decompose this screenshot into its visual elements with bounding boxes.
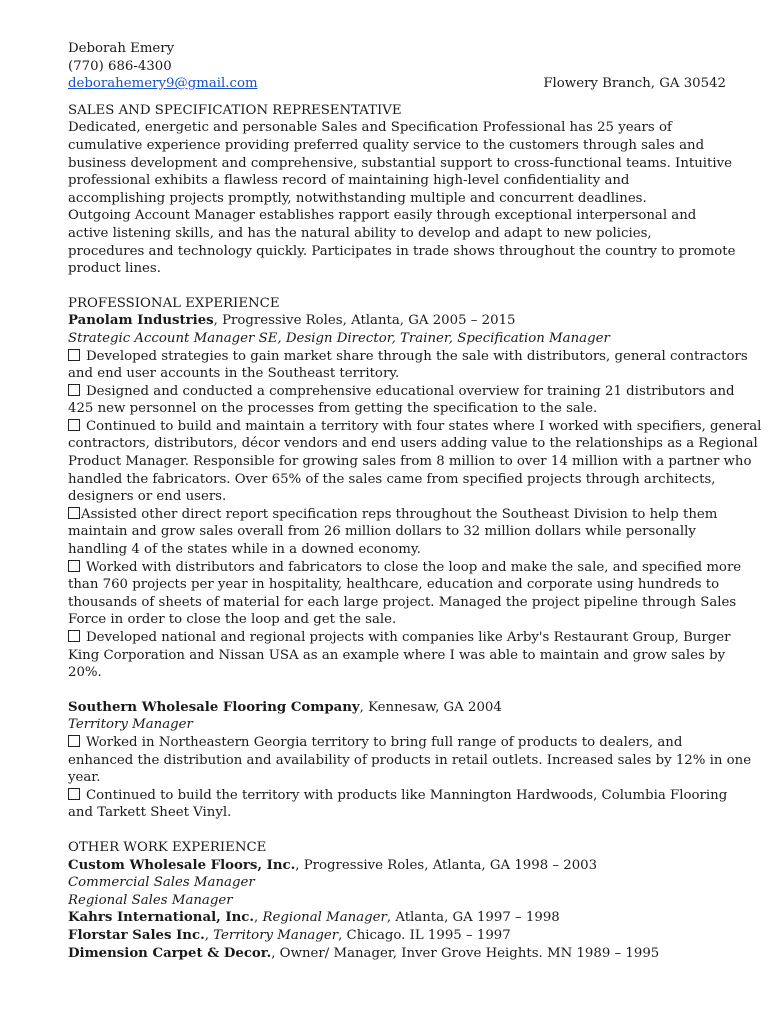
company-name: Dimension Carpet & Decor. xyxy=(68,945,272,961)
bullet-line: designers or end users. xyxy=(68,489,227,505)
bullet-text: Developed national and regional projects with companies like Arby's Restaurant Group, Burger xyxy=(86,630,731,645)
bullet-text: Continued to build the territory with products like Mannington Hardwoods, Columbia Flooring xyxy=(86,787,728,803)
job-details: , Atlanta, GA 1997 – 1998 xyxy=(386,910,560,926)
company-name: Custom Wholesale Floors, Inc. xyxy=(68,857,296,873)
bullet-line xyxy=(68,559,744,577)
bullet-line: enhanced the distribution and availability of products in retail outlets. Increased sales by 12% in one xyxy=(68,752,752,768)
checkbox-icon xyxy=(68,419,80,431)
bullet-line: Product Manager. Responsible for growing sales from 8 million to over 14 million with a partner who xyxy=(68,454,752,470)
bullet-text: Designed and conducted a comprehensive educational overview for training 21 distributors and xyxy=(86,383,735,399)
contact-location: Flowery Branch, GA 30542 xyxy=(543,76,726,92)
job-header xyxy=(68,927,744,945)
job-panolam xyxy=(68,312,762,681)
bullet-line: and Tarkett Sheet Vinyl. xyxy=(68,805,232,821)
bullet-line xyxy=(68,383,744,401)
company-name: Panolam Industries xyxy=(68,313,214,329)
bullet-line: Force in order to close the loop and get the sale. xyxy=(68,612,397,628)
bullet-line: than 760 projects per year in hospitality, healthcare, education and corporate using hundreds to xyxy=(68,577,720,593)
bullet-line: King Corporation and Nissan USA as an example where I was able to maintain and grow sales by xyxy=(68,647,726,663)
job-header xyxy=(68,945,744,963)
job-details: , Owner/ Manager, Inver Grove Heights. MN 1989 – 1995 xyxy=(271,945,660,961)
job-role: Territory Manager xyxy=(68,717,193,733)
summary-line: active listening skills, and has the natural ability to develop and adapt to new policies, xyxy=(68,225,652,241)
bullet-text: Continued to build and maintain a territory with four states where I worked with specifiers, general xyxy=(86,418,762,434)
job-header xyxy=(68,312,744,330)
other-heading: OTHER WORK EXPERIENCE xyxy=(68,839,267,855)
summary-heading: SALES AND SPECIFICATION REPRESENTATIVE xyxy=(68,102,402,118)
bullet-line xyxy=(68,348,748,366)
bullet-line xyxy=(68,629,744,647)
summary-paragraph xyxy=(68,119,744,277)
summary-line: accomplishing projects promptly, notwithstanding multiple and concurrent deadlines. xyxy=(68,190,647,206)
job-bullet xyxy=(68,348,748,383)
job-role: Strategic Account Manager SE, Design Director, Trainer, Specification Manager xyxy=(68,330,610,346)
summary-line: professional exhibits a flawless record of maintaining high-level confidentiality and xyxy=(68,173,630,189)
job-southern-wholesale xyxy=(68,699,752,822)
company-name: Southern Wholesale Flooring Company xyxy=(68,699,360,715)
job-header xyxy=(68,909,744,927)
job-details: , Progressive Roles, Atlanta, GA 2005 – 2015 xyxy=(213,313,516,329)
job-role: Regional Manager xyxy=(262,910,387,926)
bullet-line: year. xyxy=(68,770,101,786)
separator: , xyxy=(254,910,263,926)
job-bullet xyxy=(68,787,744,822)
job-bullet xyxy=(68,383,744,418)
experience-heading: PROFESSIONAL EXPERIENCE xyxy=(68,295,280,311)
job-bullet xyxy=(68,629,744,682)
summary-line: cumulative experience providing preferred quality service to the customers through sales and xyxy=(68,137,705,153)
contact-row xyxy=(68,75,744,93)
company-name: Florstar Sales Inc. xyxy=(68,927,205,943)
job-bullet xyxy=(68,734,752,787)
checkbox-icon xyxy=(68,735,80,747)
summary-line: Outgoing Account Manager establishes rapport easily through exceptional interpersonal and xyxy=(68,208,697,224)
separator: , xyxy=(204,927,214,943)
bullet-line xyxy=(68,787,744,805)
job-details: , Kennesaw, GA 2004 xyxy=(359,699,502,715)
bullet-text: Developed strategies to gain market share through the sale with distributors, general contractors xyxy=(86,348,748,364)
checkbox-icon xyxy=(68,349,80,361)
bullet-line: contractors, distributors, décor vendors and end users adding value to the relationships as a Regional xyxy=(68,436,758,452)
checkbox-icon xyxy=(68,788,80,800)
job-header xyxy=(68,699,744,717)
job-role: Regional Sales Manager xyxy=(68,892,233,908)
checkbox-icon xyxy=(68,630,80,642)
summary-line: procedures and technology quickly. Participates in trade shows throughout the country to promote xyxy=(68,243,736,259)
job-header xyxy=(68,857,744,875)
summary-line: product lines. xyxy=(68,261,161,277)
bullet-line: maintain and grow sales overall from 26 million dollars to 32 million dollars while personally xyxy=(68,524,696,540)
contact-name: Deborah Emery xyxy=(68,41,175,56)
bullet-line xyxy=(68,506,744,524)
job-details: , Progressive Roles, Atlanta, GA 1998 – 2003 xyxy=(295,857,598,873)
bullet-line: 20%. xyxy=(68,665,102,681)
job-role: Territory Manager xyxy=(213,927,339,943)
bullet-line xyxy=(68,418,762,436)
job-role: Commercial Sales Manager xyxy=(68,875,255,891)
checkbox-icon xyxy=(68,384,80,396)
job-bullet xyxy=(68,418,762,506)
bullet-text: Assisted other direct report specification reps throughout the Southeast Division to help them xyxy=(81,506,718,522)
company-name: Kahrs International, Inc. xyxy=(68,910,255,926)
checkbox-icon xyxy=(68,560,80,572)
job-bullet xyxy=(68,506,744,559)
bullet-text: Worked in Northeastern Georgia territory to bring full range of products to dealers, and xyxy=(86,734,683,750)
email-link[interactable]: deborahemery9@gmail.com xyxy=(68,76,258,92)
checkbox-icon xyxy=(68,507,80,519)
bullet-line: handled the fabricators. Over 65% of the sales came from specified projects through architects, xyxy=(68,471,716,487)
job-bullet xyxy=(68,559,744,629)
bullet-line: and end user accounts in the Southeast territory. xyxy=(68,366,400,382)
bullet-line xyxy=(68,734,744,752)
bullet-text: Worked with distributors and fabricators to close the loop and make the sale, and specified more xyxy=(86,559,742,575)
bullet-line: thousands of sheets of material for each large project. Managed the project pipeline through Sales xyxy=(68,594,737,610)
job-details: , Chicago. IL 1995 – 1997 xyxy=(338,927,511,943)
bullet-line: 425 new personnel on the processes from getting the specification to the sale. xyxy=(68,401,598,417)
bullet-line: handling 4 of the states while in a downed economy. xyxy=(68,542,421,558)
summary-line: Dedicated, energetic and personable Sales and Specification Professional has 25 years of xyxy=(68,120,672,136)
contact-phone: (770) 686-4300 xyxy=(68,58,172,74)
summary-line: business development and comprehensive, substantial support to cross-functional teams. Intuitive xyxy=(68,155,733,171)
